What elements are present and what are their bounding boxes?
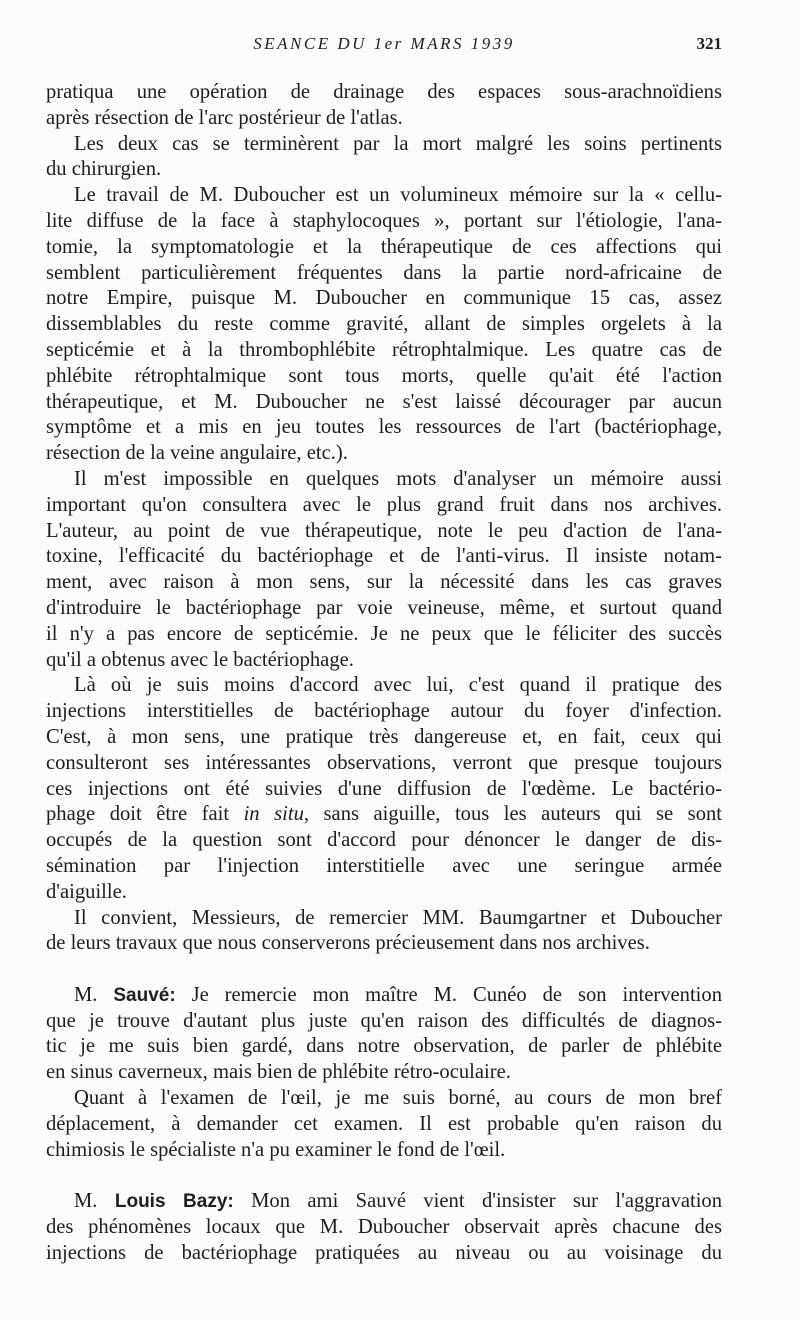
- text-line: après résection de l'arc postérieur de l'atlas.: [46, 106, 403, 129]
- text-run: , sans aiguille, tous les auteurs qui se sont: [303, 803, 723, 826]
- speaker-name: Sauvé:: [113, 984, 176, 1006]
- text-line: phlébite rétrophtalmique sont tous morts, quelle qu'ait été l'action: [46, 364, 722, 387]
- text-run: M.: [74, 1190, 115, 1213]
- text-line: dissemblables du reste comme gravité, allant de simples orgelets à la: [46, 313, 722, 336]
- text-line: résection de la veine angulaire, etc.).: [46, 442, 348, 465]
- text-line: consulteront ses intéressantes observations, verront que presque toujours: [46, 751, 722, 774]
- text-line: en sinus caverneux, mais bien de phlébite rétro-oculaire.: [46, 1061, 511, 1084]
- text-line: L'auteur, au point de vue thérapeutique, note le peu d'action de l'ana-: [46, 519, 722, 542]
- text-line: lite diffuse de la face à staphylocoques », portant sur l'étiologie, l'ana-: [46, 209, 722, 232]
- text-line: [46, 983, 722, 1009]
- text-line: qu'il a obtenus avec le bactériophage.: [46, 648, 354, 671]
- text-line: déplacement, à demander cet examen. Il est probable qu'en raison du: [46, 1112, 722, 1135]
- text-run: phage doit être fait: [46, 803, 244, 826]
- text-line: injections interstitielles de bactériophage autour du foyer d'infection.: [46, 700, 722, 723]
- text-line: il n'y a pas encore de septicémie. Je ne peux que le féliciter des succès: [46, 622, 722, 645]
- italic-text: in situ: [243, 803, 304, 826]
- text-line: des phénomènes locaux que M. Duboucher observait après chacune des: [46, 1216, 722, 1239]
- text-line: Il convient, Messieurs, de remercier MM. Baumgartner et Duboucher: [74, 906, 722, 929]
- text-line: Il m'est impossible en quelques mots d'analyser un mémoire aussi: [74, 467, 722, 490]
- text-run: Je remercie mon maître M. Cunéo de son intervention: [175, 983, 722, 1006]
- page-header: [46, 34, 722, 58]
- text-line: tomie, la symptomatologie et la thérapeutique de ces affections qui: [46, 235, 722, 258]
- text-line: toxine, l'efficacité du bactériophage et de l'anti-virus. Il insiste notam-: [46, 545, 722, 568]
- paragraph-gap: [46, 957, 722, 983]
- page-number: 321: [696, 34, 722, 53]
- text-line: du chirurgien.: [46, 158, 162, 181]
- text-run: M.: [74, 983, 114, 1006]
- text-line: symptôme et a mis en jeu toutes les ressources de l'art (bactériophage,: [46, 416, 722, 439]
- text-line: notre Empire, puisque M. Duboucher en communique 15 cas, assez: [46, 287, 722, 310]
- text-line: Là où je suis moins d'accord avec lui, c'est quand il pratique des: [74, 674, 722, 697]
- text-line: thérapeutique, et M. Duboucher ne s'est laissé décourager par aucun: [46, 390, 722, 413]
- text-line: que je trouve d'autant plus juste qu'en raison des difficultés de diagnos-: [46, 1009, 722, 1032]
- text-line: ment, avec raison à mon sens, sur la nécessité dans les cas graves: [46, 571, 722, 594]
- text-line: septicémie et à la thrombophlébite rétrophtalmique. Les quatre cas de: [46, 338, 722, 361]
- text-line: de leurs travaux que nous conserverons précieusement dans nos archives.: [46, 932, 650, 955]
- speaker-name: Louis Bazy:: [114, 1191, 234, 1213]
- body-text: [46, 80, 722, 1267]
- text-line: sémination par l'injection interstitielle avec une seringue armée: [46, 854, 722, 877]
- text-line: injections de bactériophage pratiquées au niveau ou au voisinage du: [46, 1241, 722, 1264]
- text-line: Quant à l'examen de l'œil, je me suis borné, au cours de mon bref: [74, 1087, 722, 1110]
- text-line: ces injections ont été suivies d'une diffusion de l'œdème. Le bactério-: [46, 777, 722, 800]
- text-line: Le travail de M. Duboucher est un volumineux mémoire sur la « cellu-: [74, 184, 722, 207]
- text-line: [46, 802, 722, 828]
- text-line: Les deux cas se terminèrent par la mort malgré les soins pertinents: [74, 132, 722, 155]
- running-title: SEANCE DU 1er MARS 1939: [253, 34, 515, 53]
- text-line: important qu'on consultera avec le plus grand fruit dans nos archives.: [46, 493, 722, 516]
- text-run: Mon ami Sauvé vient d'insister sur l'aggravation: [233, 1190, 723, 1213]
- text-line: tic je me suis bien gardé, dans notre observation, de parler de phlébite: [46, 1035, 722, 1058]
- text-line: [46, 1189, 722, 1215]
- text-line: d'introduire le bactériophage par voie veineuse, même, et surtout quand: [46, 596, 722, 619]
- text-line: d'aiguille.: [46, 880, 127, 903]
- text-line: occupés de la question sont d'accord pour dénoncer le danger de dis-: [46, 829, 722, 852]
- text-line: C'est, à mon sens, une pratique très dangereuse et, en fait, ceux qui: [46, 725, 722, 748]
- paragraph-gap: [46, 1163, 722, 1189]
- text-line: semblent particulièrement fréquentes dans la partie nord-africaine de: [46, 261, 722, 284]
- text-line: pratiqua une opération de drainage des espaces sous-arachnoïdiens: [46, 81, 722, 103]
- text-line: chimiosis le spécialiste n'a pu examiner le fond de l'œil.: [46, 1138, 506, 1161]
